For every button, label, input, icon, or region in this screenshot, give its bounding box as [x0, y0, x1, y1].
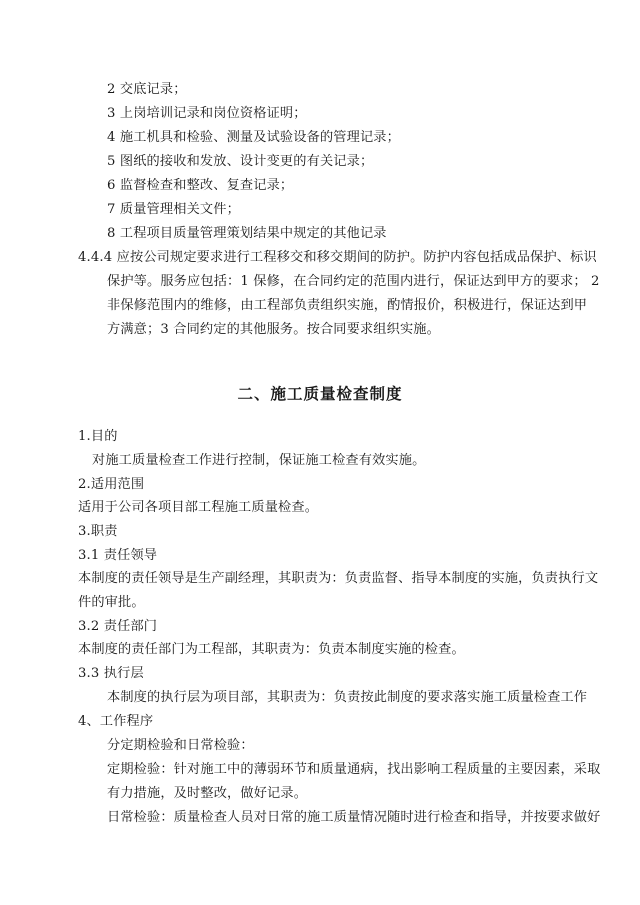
list-item-6: 6 监督检查和整改、复查记录；	[107, 178, 294, 193]
heading-work-procedure: 4、工作程序	[78, 714, 154, 729]
list-item-2: 2 交底记录；	[107, 82, 187, 97]
list-item-3: 3 上岗培训记录和岗位资格证明；	[107, 106, 307, 121]
list-item-4: 4 施工机具和检验、测量及试验设备的管理记录；	[107, 130, 400, 145]
heading-scope: 2.适用范围	[78, 477, 145, 492]
clause-444-line-1: 4.4.4 应按公司规定要求进行工程移交和移交期间的防护。防护内容包括成品保护、标识	[78, 250, 597, 265]
department-text: 本制度的责任部门为工程部，其职责为：负责本制度实施的检查。	[78, 642, 465, 657]
clause-444-line-3: 非保修范围内的维修，由工程部负责组织实施，酌情报价，积极进行，保证达到甲	[107, 298, 588, 313]
heading-execution-level: 3.3 执行层	[78, 666, 144, 681]
purpose-text: 对施工质量检查工作进行控制，保证施工检查有效实施。	[92, 453, 426, 468]
clause-444-line-2: 保护等。服务应包括：1 保修，在合同约定的范围内进行，保证达到甲方的要求； 2	[107, 274, 600, 289]
leader-text-line-2: 件的审批。	[78, 595, 145, 610]
daily-check-line-1: 日常检验：质量检查人员对日常的施工质量情况随时进行检查和指导，并按要求做好	[107, 810, 601, 825]
list-item-7: 7 质量管理相关文件；	[107, 202, 240, 217]
periodic-check-line-2: 有力措施，及时整改，做好记录。	[107, 786, 308, 801]
list-item-5: 5 图纸的接收和发放、设计变更的有关记录；	[107, 154, 374, 169]
periodic-check-line-1: 定期检验：针对施工中的薄弱环节和质量通病，找出影响工程质量的主要因素，采取	[107, 762, 601, 777]
section-title: 二、施工质量检查制度	[237, 385, 403, 403]
heading-responsibilities: 3.职责	[78, 524, 118, 539]
list-item-8: 8 工程项目质量管理策划结果中规定的其他记录	[107, 226, 387, 241]
scope-text: 适用于公司各项目部工程施工质量检查。	[78, 500, 319, 515]
heading-responsible-department: 3.2 责任部门	[78, 619, 158, 634]
heading-responsible-leader: 3.1 责任领导	[78, 548, 158, 563]
execution-level-text: 本制度的执行层为项目部，其职责为：负责按此制度的要求落实施工质量检查工作	[107, 690, 588, 705]
heading-purpose: 1.目的	[78, 429, 118, 444]
leader-text-line-1: 本制度的责任领导是生产副经理，其职责为：负责监督、指导本制度的实施，负责执行文	[78, 571, 599, 586]
clause-444-line-4: 方满意；3 合同约定的其他服务。按合同要求组织实施。	[107, 322, 440, 337]
procedure-intro: 分定期检验和日常检验：	[107, 738, 254, 753]
